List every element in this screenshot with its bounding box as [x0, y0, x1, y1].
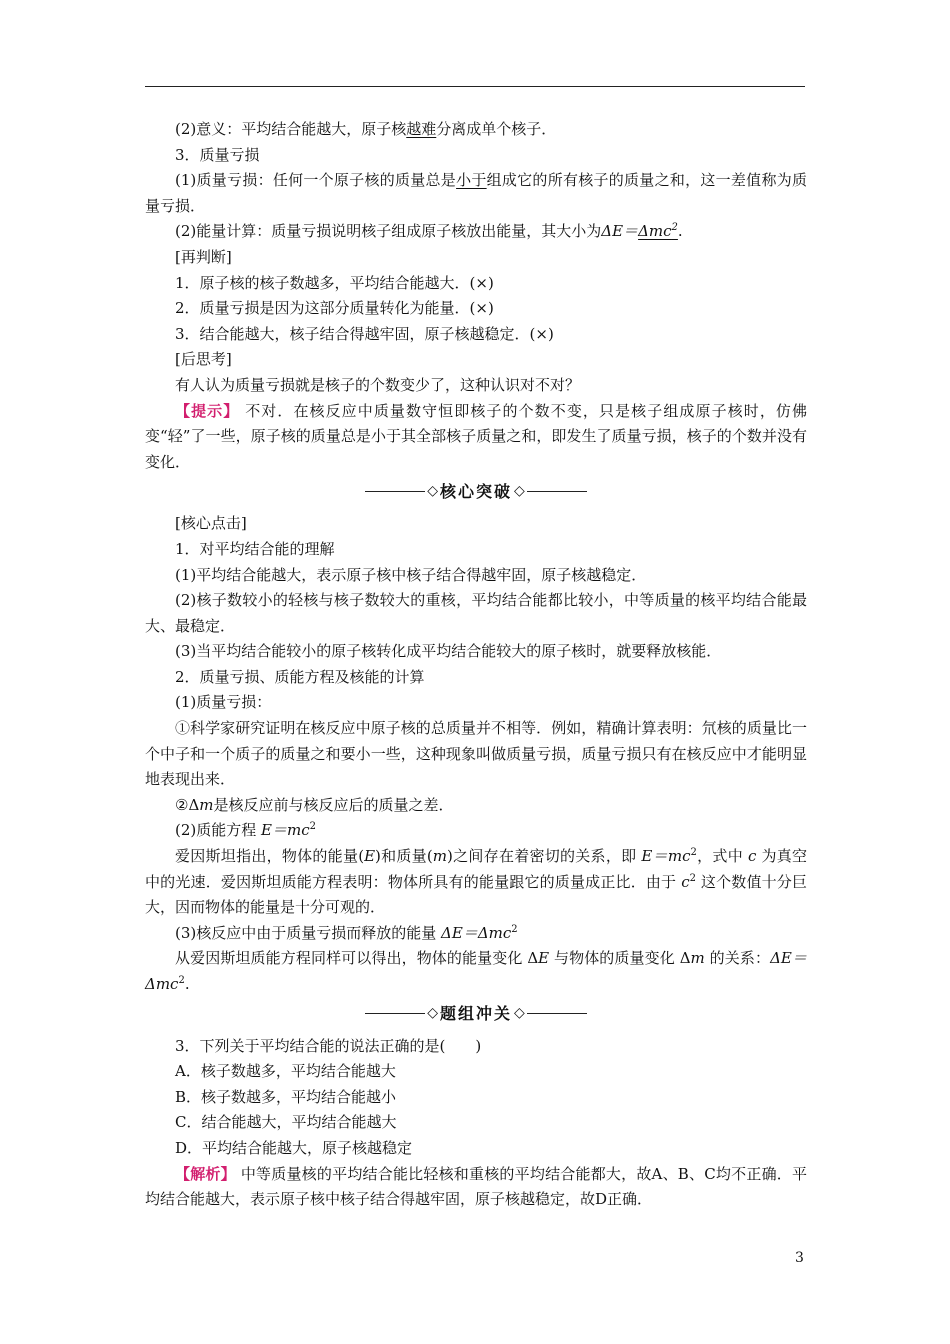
- formula: E＝mc: [261, 821, 310, 840]
- core-paragraph: (1)质量亏损：: [175, 693, 272, 712]
- symbol: E: [538, 949, 550, 968]
- section-divider-quiz: [145, 1000, 807, 1028]
- core-paragraph: (3)当平均结合能较小的原子核转化成平均结合能较大的原子核时，就要释放核能．: [175, 642, 722, 661]
- formula: E＝mc: [641, 847, 691, 866]
- text: (2)意义：平均结合能越大，原子核: [175, 120, 407, 138]
- think-answer: [145, 399, 807, 476]
- symbol: m: [199, 795, 214, 814]
- text: 与物体的质量变化 Δ: [549, 949, 691, 968]
- text: ，式中: [696, 847, 748, 866]
- header-rule: [145, 86, 805, 87]
- text: 不对．在核反应中质量数守恒即核子的个数不变，只是核子组成原子核时，仿佛变“轻”了一些，原子核的质量总是小于其全部核子质量之和，即发生了质量亏损，核子的个数并没有变化．: [145, 401, 807, 471]
- diamond-icon: ◇: [514, 482, 525, 499]
- core-paragraph: [145, 818, 807, 844]
- diamond-icon: ◇: [427, 1004, 438, 1021]
- underlined-blank: 越难: [406, 120, 437, 138]
- page-content: [145, 117, 807, 1213]
- text: (2)能量计算：质量亏损说明核子组成原子核放出能量，其大小为: [175, 222, 602, 241]
- superscript: 2: [689, 872, 696, 884]
- think-question: 有人认为质量亏损就是核子的个数变少了，这种认识对不对？: [175, 375, 581, 394]
- divider-line: [527, 1013, 587, 1014]
- heading-mass-defect: 3．质量亏损: [175, 145, 260, 164]
- core-topic: 1．对平均结合能的理解: [175, 539, 335, 558]
- text: (3)核反应中由于质量亏损而释放的能量: [175, 923, 442, 942]
- mass-defect-def: [145, 168, 807, 219]
- hint-tag: 【提示】: [175, 401, 240, 420]
- core-paragraph: [145, 844, 807, 921]
- intro-meaning: [145, 117, 807, 143]
- rejudge-heading: [再判断]: [175, 247, 232, 266]
- symbol: m: [690, 949, 705, 968]
- core-paragraph: [145, 793, 807, 819]
- diamond-icon: ◇: [427, 482, 438, 499]
- core-paragraph: [145, 946, 807, 997]
- text: )和质量(: [375, 847, 433, 866]
- underlined-blank: 小于: [456, 171, 487, 190]
- superscript: 2: [511, 923, 518, 935]
- superscript: 2: [671, 222, 678, 234]
- text: )之间存在着密切的关系，即: [447, 847, 642, 866]
- divider-line: [527, 491, 587, 492]
- core-paragraph: [145, 921, 807, 947]
- text: 从爱因斯坦质能方程同样可以得出，物体的能量变化 Δ: [175, 949, 539, 968]
- analysis-tag: 【解析】: [175, 1164, 236, 1183]
- think-heading: [后思考]: [175, 350, 232, 369]
- quiz-question: 3．下列关于平均结合能的说法正确的是( ): [175, 1036, 482, 1055]
- symbol: E: [364, 847, 376, 866]
- divider-line: [365, 491, 425, 492]
- formula: Δmc: [638, 222, 672, 241]
- text: 中等质量核的平均结合能比轻核和重核的平均结合能都大，故A、B、C均不正确．平均结合能越大，表示原子核中核子结合得越牢固，原子核越稳定，故D正确．: [145, 1164, 807, 1209]
- symbol: m: [432, 847, 448, 866]
- rejudge-item: 3．结合能越大，核子结合得越牢固，原子核越稳定．(×): [175, 324, 554, 343]
- text: 这个数值十分巨大，因而物体的能量是十分可观的．: [145, 872, 807, 917]
- core-paragraph: (1)平均结合能越大，表示原子核中核子结合得越牢固，原子核越稳定．: [175, 565, 647, 584]
- text: 分离成单个核子．: [436, 120, 557, 138]
- core-paragraph: ①科学家研究证明在核反应中原子核的总质量并不相等．例如，精确计算表明：氘核的质量比一个中子和一个质子的质量之和要小一些，这种现象叫做质量亏损，质量亏损只有在核反应中才能明显地表现出来．: [145, 719, 807, 789]
- quiz-option: A．核子数越多，平均结合能越大: [175, 1062, 396, 1081]
- text: .: [184, 975, 190, 993]
- formula: ΔE＝Δmc: [441, 923, 512, 942]
- core-paragraph: (2)核子数较小的轻核与核子数较大的重核，平均结合能都比较小，中等质量的核平均结合能最大、最稳定．: [145, 591, 807, 635]
- text: (1)质量亏损：任何一个原子核的质量总是: [175, 171, 457, 190]
- text: ②Δ: [175, 795, 200, 814]
- superscript: 2: [309, 821, 316, 833]
- formula: ΔE＝: [601, 222, 639, 241]
- formula: ΔE＝Δmc: [145, 949, 807, 993]
- section-title: 核心突破: [439, 481, 512, 501]
- quiz-option: C．结合能越大，平均结合能越大: [175, 1113, 397, 1132]
- text: 组成它的所有核子的质量之和，这一差值称为质量亏损．: [145, 171, 807, 215]
- text: 的关系：: [704, 949, 771, 968]
- section-divider-core: [145, 477, 807, 505]
- underlined-formula: [638, 222, 678, 240]
- text: (2)质能方程: [175, 821, 262, 840]
- page-number: 3: [795, 1250, 804, 1266]
- text: .: [677, 222, 683, 241]
- core-topic: 2．质量亏损、质能方程及核能的计算: [175, 667, 425, 686]
- superscript: 2: [178, 975, 185, 986]
- text: 是核反应前与核反应后的质量之差．: [213, 795, 454, 814]
- quiz-option: B．核子数越多，平均结合能越小: [175, 1087, 397, 1106]
- rejudge-item: 1．原子核的核子数越多，平均结合能越大．(×): [175, 273, 494, 292]
- energy-calc: [145, 219, 807, 245]
- section-title: 题组冲关: [439, 1003, 512, 1023]
- quiz-option: D．平均结合能越大，原子核越稳定: [175, 1138, 413, 1157]
- text: 爱因斯坦指出，物体的能量(: [175, 847, 365, 866]
- divider-line: [365, 1013, 425, 1014]
- symbol: c: [748, 847, 757, 866]
- text: 为真空中的光速．爱因斯坦质能方程表明：物体所具有的能量跟它的质量成正比．由于: [145, 847, 807, 891]
- core-heading: [核心点击]: [175, 514, 247, 533]
- diamond-icon: ◇: [514, 1004, 525, 1021]
- rejudge-item: 2．质量亏损是因为这部分质量转化为能量．(×): [175, 299, 494, 318]
- quiz-analysis: [145, 1162, 807, 1213]
- symbol: c: [681, 872, 690, 891]
- superscript: 2: [690, 847, 697, 859]
